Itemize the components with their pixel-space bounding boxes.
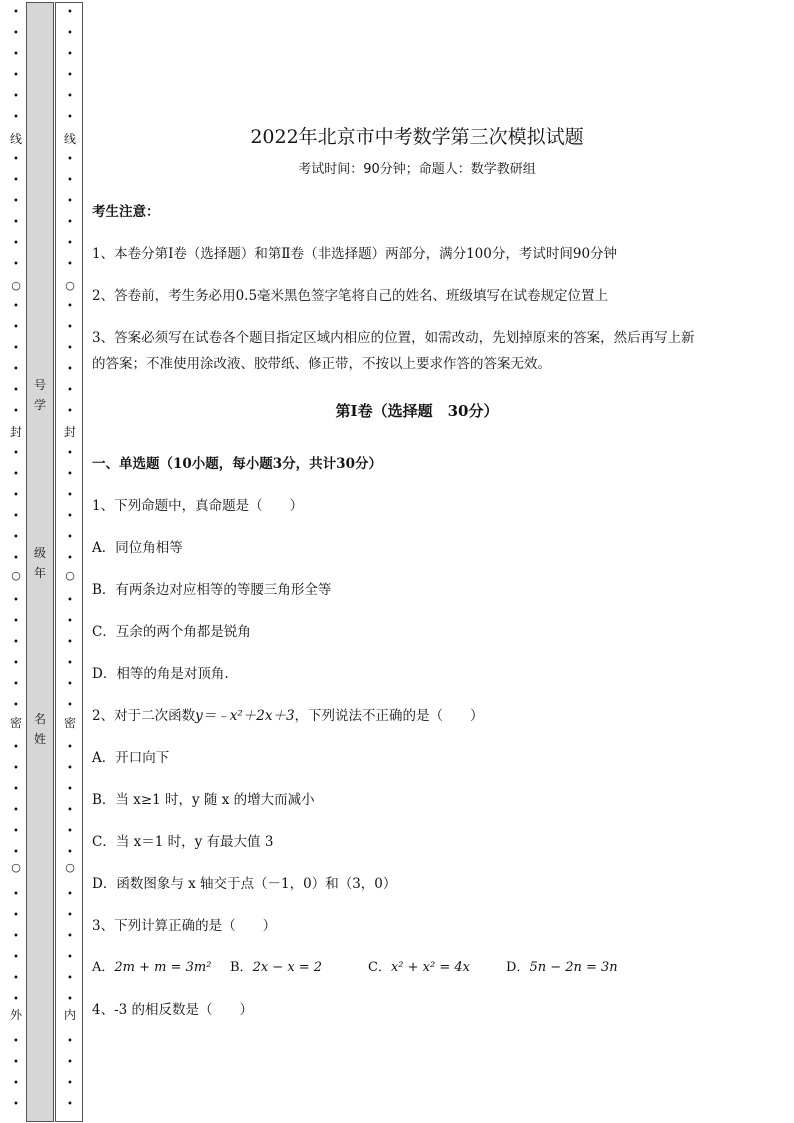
outer-seal-line: [6, 0, 26, 1123]
seal-dot: •: [67, 217, 73, 228]
seal-dot: •: [13, 469, 19, 480]
seal-dot: •: [13, 1078, 19, 1089]
field-name: [27, 709, 53, 749]
seal-dot: •: [13, 196, 19, 207]
q3-option-b-label: B．: [230, 960, 253, 975]
q4-stem: 4、-3 的相反数是（ ）: [92, 1002, 254, 1018]
seal-dot: •: [13, 784, 19, 795]
seal-dot: •: [67, 742, 73, 753]
outer-marker-4: 密: [9, 716, 22, 730]
seal-dot: •: [13, 301, 19, 312]
seal-dot: •: [13, 259, 19, 270]
q3-option-d: [506, 956, 618, 975]
q1-option-c: C．互余的两个角都是锐角: [92, 624, 251, 640]
seal-dot: •: [13, 553, 19, 564]
field-grade-label: 级 年: [33, 546, 46, 580]
q3-option-d-label: D．: [506, 960, 530, 975]
seal-dot: •: [67, 826, 73, 837]
outer-marker-2: 封: [9, 425, 22, 439]
q3-option-b: [230, 956, 322, 975]
seal-dot: •: [67, 406, 73, 417]
seal-dot: •: [13, 1036, 19, 1047]
seal-dot: •: [13, 511, 19, 522]
seal-dot: •: [13, 952, 19, 963]
seal-dot: •: [13, 805, 19, 816]
seal-dot: •: [13, 1099, 19, 1110]
seal-dot: •: [13, 763, 19, 774]
seal-dot: •: [13, 217, 19, 228]
seal-dot: •: [13, 847, 19, 858]
seal-dot: •: [67, 175, 73, 186]
seal-dot: •: [13, 700, 19, 711]
seal-dot: •: [13, 91, 19, 102]
seal-dot: •: [67, 784, 73, 795]
seal-dot: •: [67, 679, 73, 690]
seal-dot: •: [67, 385, 73, 396]
inner-marker-1: ○: [65, 279, 75, 292]
seal-dot: •: [13, 637, 19, 648]
q1-stem: 1、下列命题中，真命题是（ ）: [92, 498, 304, 514]
seal-dot: •: [67, 28, 73, 39]
field-student-number-label: 号 学: [33, 378, 46, 412]
seal-dot: •: [13, 826, 19, 837]
seal-dot: •: [67, 343, 73, 354]
seal-dot: •: [13, 931, 19, 942]
seal-dot: •: [67, 1099, 73, 1110]
inner-marker-6: 内: [63, 1008, 76, 1022]
seal-dot: •: [13, 112, 19, 123]
seal-dot: •: [67, 91, 73, 102]
seal-dot: •: [67, 637, 73, 648]
seal-dot: •: [13, 322, 19, 333]
seal-dot: •: [67, 7, 73, 18]
q3-option-c: [368, 956, 470, 975]
q2-formula: y＝﹣x²＋2x＋3: [195, 708, 295, 724]
outer-marker-3: ○: [11, 569, 21, 582]
seal-dot: •: [67, 889, 73, 900]
seal-dot: •: [67, 763, 73, 774]
seal-dot: •: [67, 196, 73, 207]
seal-dot: •: [67, 448, 73, 459]
seal-dot: •: [67, 805, 73, 816]
q2-option-c: C．当 x＝1 时，y 有最大值 3: [92, 834, 274, 850]
binding-margin: [0, 0, 82, 1123]
field-student-number: [27, 375, 53, 415]
q2-option-b: B．当 x≥1 时，y 随 x 的增大而减小: [92, 792, 315, 808]
seal-dot: •: [67, 1036, 73, 1047]
q2-option-d: D．函数图象与 x 轴交于点（－1，0）和（3，0）: [92, 876, 397, 892]
seal-dot: •: [13, 532, 19, 543]
seal-dot: •: [13, 994, 19, 1005]
student-info-band: [26, 2, 54, 1122]
seal-dot: •: [13, 973, 19, 984]
q1-option-d: D．相等的角是对顶角.: [92, 666, 229, 682]
exam-meta: 考试时间：90分钟；命题人：数学教研组: [298, 162, 536, 177]
inner-marker-3: ○: [65, 569, 75, 582]
seal-dot: •: [67, 658, 73, 669]
seal-dot: •: [67, 490, 73, 501]
seal-dot: •: [13, 742, 19, 753]
notice-item-3: 3、答案必须写在试卷各个题目指定区域内相应的位置，如需改动，先划掉原来的答案，然后再写上新: [92, 330, 695, 346]
seal-dot: •: [67, 1078, 73, 1089]
seal-dot: •: [67, 511, 73, 522]
seal-dot: •: [67, 112, 73, 123]
q3-option-b-expr: 2x − x = 2: [252, 960, 323, 975]
seal-dot: •: [67, 469, 73, 480]
seal-dot: •: [67, 595, 73, 606]
seal-dot: •: [13, 70, 19, 81]
seal-dot: •: [13, 448, 19, 459]
seal-dot: •: [67, 238, 73, 249]
seal-dot: •: [13, 616, 19, 627]
seal-dot: •: [67, 616, 73, 627]
seal-dot: •: [13, 175, 19, 186]
seal-dot: •: [67, 973, 73, 984]
seal-dot: •: [67, 154, 73, 165]
seal-dot: •: [13, 889, 19, 900]
q2-stem-pre: 2、对于二次函数: [92, 708, 196, 724]
notice-item-2: 2、答卷前，考生务必用0.5毫米黑色签字笔将自己的姓名、班级填写在试卷规定位置上: [92, 288, 609, 304]
seal-dot: •: [13, 7, 19, 18]
section-title: 第Ⅰ卷（选择题 30分）: [335, 402, 499, 420]
seal-dot: •: [67, 322, 73, 333]
seal-dot: •: [67, 532, 73, 543]
inner-marker-4: 密: [63, 716, 76, 730]
q3-option-c-expr: x² + x² = 4x: [390, 960, 470, 975]
seal-dot: •: [13, 658, 19, 669]
outer-marker-6: 外: [9, 1008, 22, 1022]
seal-dot: •: [13, 28, 19, 39]
seal-dot: •: [13, 49, 19, 60]
seal-dot: •: [13, 595, 19, 606]
inner-marker-0: 线: [63, 132, 76, 146]
field-name-label: 名 姓: [33, 712, 46, 746]
seal-dot: •: [13, 1057, 19, 1068]
inner-marker-2: 封: [63, 425, 76, 439]
q2-stem-post: ，下列说法不正确的是（ ）: [294, 708, 484, 724]
seal-dot: •: [67, 931, 73, 942]
outer-marker-0: 线: [9, 132, 22, 146]
seal-dot: •: [67, 952, 73, 963]
seal-dot: •: [13, 364, 19, 375]
seal-dot: •: [13, 406, 19, 417]
q1-option-a: A．同位角相等: [92, 540, 183, 556]
q3-option-c-label: C．: [368, 960, 391, 975]
seal-dot: •: [13, 679, 19, 690]
seal-dot: •: [67, 259, 73, 270]
q3-stem: 3、下列计算正确的是（ ）: [92, 918, 277, 934]
seal-dot: •: [13, 343, 19, 354]
inner-seal-line: [60, 0, 80, 1123]
outer-marker-5: ○: [11, 861, 21, 874]
seal-dot: •: [67, 910, 73, 921]
page-title: 2022年北京市中考数学第三次模拟试题: [250, 126, 584, 148]
field-grade: [27, 543, 53, 583]
q3-option-a-expr: 2m + m = 3m²: [114, 960, 212, 975]
q3-option-a-label: A．: [92, 960, 115, 975]
q3-option-d-expr: 5n − 2n = 3n: [529, 960, 618, 975]
seal-dot: •: [13, 238, 19, 249]
notice-item-1: 1、本卷分第Ⅰ卷（选择题）和第Ⅱ卷（非选择题）两部分，满分100分，考试时间90分钟: [92, 246, 618, 262]
q2-option-a: A．开口向下: [92, 750, 170, 766]
seal-dot: •: [13, 154, 19, 165]
seal-dot: •: [13, 490, 19, 501]
seal-dot: •: [67, 700, 73, 711]
seal-dot: •: [13, 910, 19, 921]
inner-marker-5: ○: [65, 861, 75, 874]
notice-heading: 考生注意：: [92, 204, 160, 220]
seal-dot: •: [67, 70, 73, 81]
seal-dot: •: [67, 847, 73, 858]
seal-dot: •: [67, 49, 73, 60]
notice-item-3-cont: 的答案；不准使用涂改液、胶带纸、修正带，不按以上要求作答的答案无效。: [92, 356, 551, 372]
seal-dot: •: [67, 1057, 73, 1068]
q1-option-b: B．有两条边对应相等的等腰三角形全等: [92, 582, 332, 598]
part-heading: 一、单选题（10小题，每小题3分，共计30分）: [92, 456, 382, 472]
seal-dot: •: [67, 994, 73, 1005]
outer-marker-1: ○: [11, 279, 21, 292]
seal-dot: •: [67, 553, 73, 564]
q3-option-a: [92, 956, 211, 975]
seal-dot: •: [67, 364, 73, 375]
seal-dot: •: [13, 385, 19, 396]
seal-dot: •: [67, 301, 73, 312]
q2-stem: [92, 704, 484, 724]
